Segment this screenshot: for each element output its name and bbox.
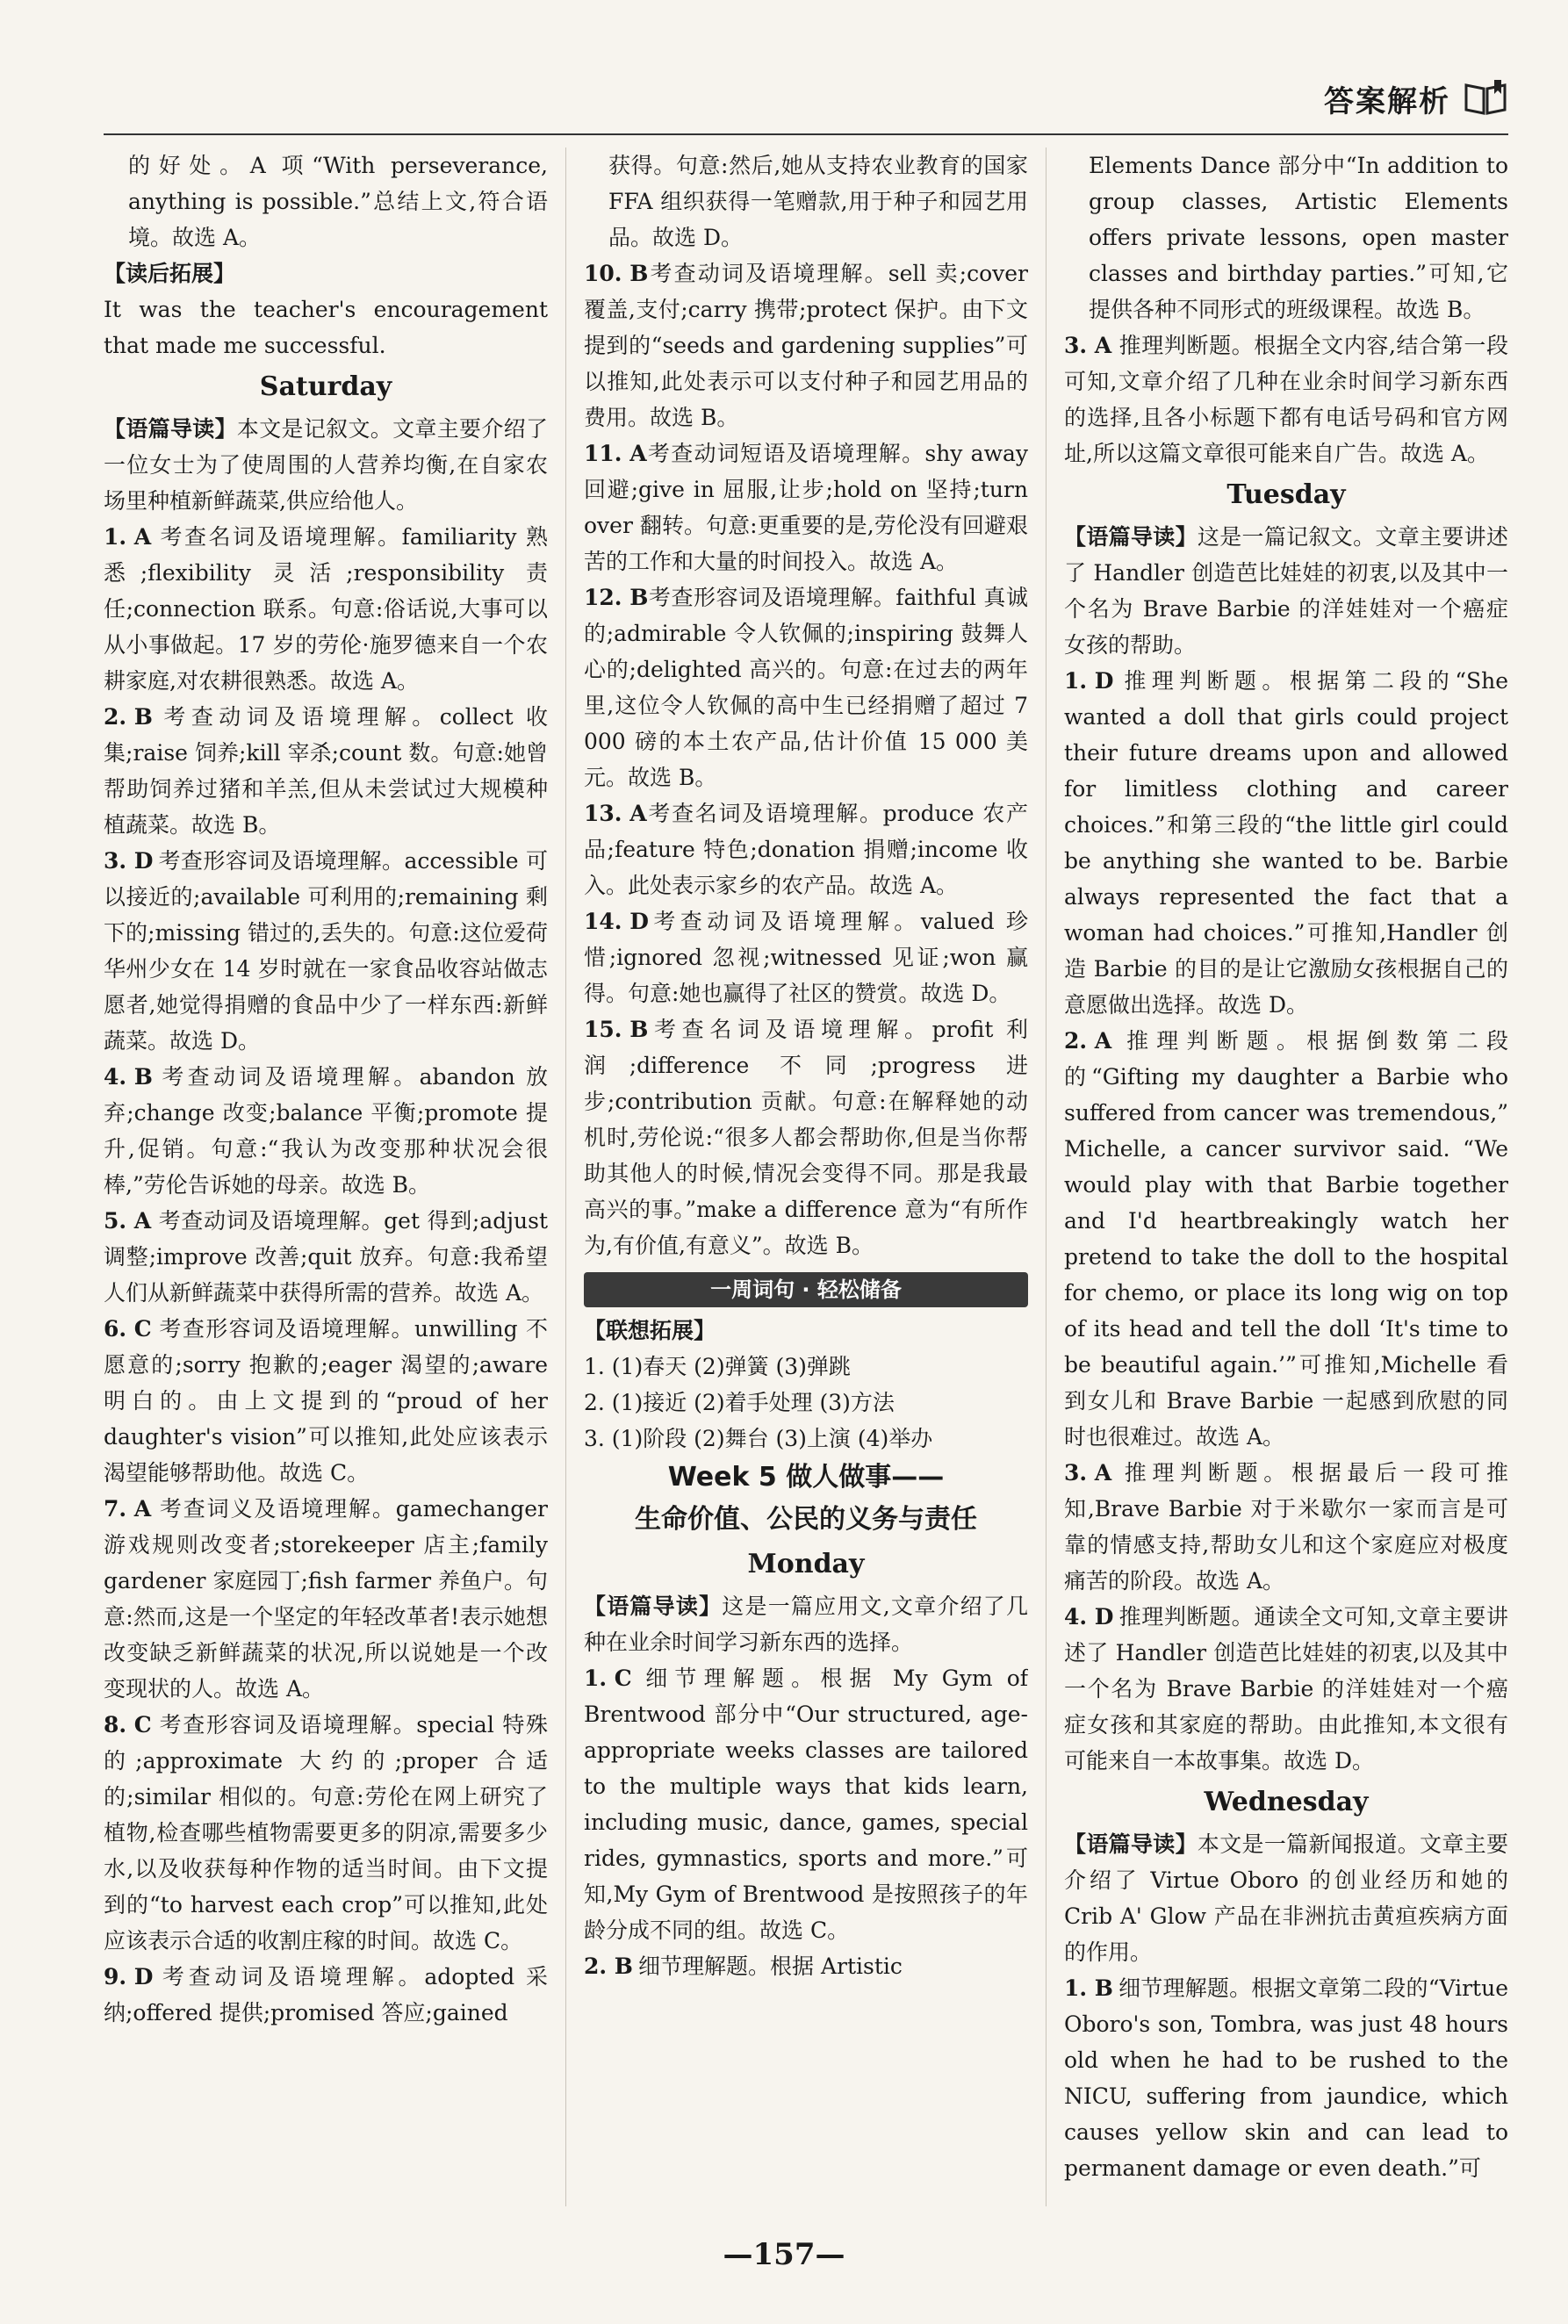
assoc-label: 【联想拓展】 [584, 1318, 716, 1343]
answer-text: 考查动词及语境理解。adopted 采纳;offered 提供;promised 答应;gained [104, 1964, 548, 2025]
answer-text: 推理判断题。根据倒数第二段的“Gifting my daughter a Barbie who suffered from cancer was tremendous,” Michelle, a cancer survivor said. “We would play with that Barbie together and I'd heartbreakingly watch her pretend to take the doll to the hospital for chemo, or place its long wig on top of its head and tell the doll ‘It's time to be beautiful again.’”可推知,Michelle 看到女儿和 Brave Barbie 一起感到欣慰的同时也很难过。故选 A。 [1064, 1028, 1508, 1450]
header-title: 答案解析 [1324, 84, 1450, 119]
guide-label: 【语篇导读】 [1064, 1831, 1198, 1857]
answer-number: 15. B [584, 1017, 649, 1042]
answer-text: 考查形容词及语境理解。accessible 可以接近的;available 可利用的;remaining 剩下的;missing 错过的,丢失的。句意:这位爱荷华州少女在 14 岁时就在一家食品收容站做志愿者,她觉得捐赠的食品中少了一样东西:新鲜蔬菜。故选 D。 [104, 848, 548, 1054]
answer-number: 5. A [104, 1208, 152, 1234]
week-subheading: 生命价值、公民的义务与责任 [635, 1504, 977, 1535]
answer-number: 3. A [1064, 333, 1112, 358]
answer-number: 12. B [584, 585, 649, 610]
answer-text: 考查动词及语境理解。collect 收集;raise 饲养;kill 宰杀;count 数。句意:她曾帮助饲养过猪和羊羔,但从未尝试过大规模种植蔬菜。故选 B。 [104, 704, 548, 838]
answer-text: 考查形容词及语境理解。special 特殊的;approximate 大约的;proper 合适的;similar 相似的。句意:劳伦在网上研究了植物,检查哪些植物需要更多的阴凉,需要多少水,以及收获每种作物的适当时间。由下文提到的“to harvest each crop”可以推知,此处应该表示合适的收割庄稼的时间。故选 C。 [104, 1712, 548, 1953]
answer-number: 3. A [1064, 1460, 1112, 1486]
answer-number: 4. B [104, 1064, 153, 1090]
answer-number: 4. D [1064, 1604, 1114, 1630]
assoc-line: 2. (1)接近 (2)着手处理 (3)方法 [584, 1390, 895, 1415]
answer-number: 3. D [104, 848, 154, 874]
answer-text: 细节理解题。根据文章第二段的“Virtue Oboro's son, Tombra, was just 48 hours old when he had to be rushed to the NICU, suffering from jaundice, which causes yellow skin and can lead to permanent damage or even death.”可 [1064, 1975, 1508, 2181]
page-number: —157— [723, 2237, 845, 2272]
answer-text: 考查名词及语境理解。profit 利润;difference 不同;progress 进步;contribution 贡献。句意:在解释她的动机时,劳伦说:“很多人都会帮助你,但是当你帮助其他人的时候,情况会变得不同。那是我最高兴的事。”make a difference 意为“有所作为,有价值,有意义”。故选 B。 [584, 1017, 1028, 1258]
answer-number: 8. C [104, 1712, 152, 1738]
assoc-line: 1. (1)春天 (2)弹簧 (3)弹跳 [584, 1354, 851, 1379]
assoc-line: 3. (1)阶段 (2)舞台 (3)上演 (4)举办 [584, 1426, 933, 1451]
day-heading-wednesday: Wednesday [1204, 1787, 1369, 1817]
answer-number: 9. D [104, 1964, 154, 1989]
answer-text: 考查名词及语境理解。familiarity 熟悉;flexibility 灵活;responsibility 责任;connection 联系。句意:俗话说,大事可以从小事做起。17 岁的劳伦·施罗德来自一个农耕家庭,对农耕很熟悉。故选 A。 [104, 524, 548, 694]
answer-number: 2. B [104, 704, 153, 730]
answer-text: 考查动词短语及语境理解。shy away 回避;give in 屈服,让步;hold on 坚持;turn over 翻转。句意:更重要的是,劳伦没有回避艰苦的工作和大量的时间投入。故选 A。 [584, 441, 1028, 574]
answer-text: 考查名词及语境理解。produce 农产品;feature 特色;donation 捐赠;income 收入。此处表示家乡的农产品。故选 A。 [584, 801, 1028, 898]
guide-text: 本文是一篇新闻报道。文章主要介绍了 Virtue Oboro 的创业经历和她的 Crib A' Glow 产品在非洲抗击黄疸疾病方面的作用。 [1064, 1831, 1508, 1965]
answer-number: 1. A [104, 524, 152, 550]
col1-intro: 的好处。A 项“With perseverance, anything is possible.”总结上文,符合语境。故选 A。 [128, 153, 548, 250]
header-rule [104, 133, 1508, 135]
answer-number: 10. B [584, 261, 649, 286]
answer-number: 13. A [584, 801, 647, 826]
section-banner: 一周词句 · 轻松储备 [584, 1272, 1028, 1307]
answer-number: 1. D [1064, 668, 1114, 694]
col2-intro: 获得。句意:然后,她从支持农业教育的国家 FFA 组织获得一笔赠款,用于种子和园艺用品。故选 D。 [608, 153, 1028, 250]
answer-number: 11. A [584, 441, 647, 466]
guide-label: 【语篇导读】 [584, 1594, 723, 1619]
answer-text: 考查动词及语境理解。get 得到;adjust 调整;improve 改善;quit 放弃。句意:我希望人们从新鲜蔬菜中获得所需的营养。故选 A。 [104, 1208, 548, 1306]
column-1 [104, 147, 548, 2206]
day-heading-tuesday: Tuesday [1226, 479, 1346, 510]
answer-text: 推理判断题。根据全文内容,结合第一段可知,文章介绍了几种在业余时间学习新东西的选择,且各小标题下都有电话号码和官方网址,所以这篇文章很可能来自广告。故选 A。 [1064, 333, 1508, 466]
answer-number: 6. C [104, 1316, 152, 1342]
page-header [1324, 77, 1508, 120]
answer-number: 7. A [104, 1496, 152, 1522]
answer-text: 考查词义及语境理解。gamechanger 游戏规则改变者;storekeeper 店主;family gardener 家庭园丁;fish farmer 养鱼户。句意:然而,这是一个坚定的年轻改革者!表示她想改变缺乏新鲜蔬菜的状况,所以说她是一个改变现状的人。故选 A。 [104, 1496, 548, 1702]
col3-intro: Elements Dance 部分中“In addition to group classes, Artistic Elements offers private lessons, open master classes and birthday parties.”可知,它提供各种不同形式的班级课程。故选 B。 [1089, 153, 1508, 322]
answer-number: 1. C [584, 1666, 632, 1691]
answer-columns [104, 147, 1508, 2206]
answer-text: 细节理解题。根据 My Gym of Brentwood 部分中“Our structured, age-appropriate weeks classes are tailored to the multiple ways that kids learn, including music, dance, games, special rides, gymnastics, sports and more.”可知,My Gym of Brentwood 是按照孩子的年龄分成不同的组。故选 C。 [584, 1666, 1028, 1943]
guide-label: 【语篇导读】 [1064, 524, 1198, 550]
column-3 [1046, 147, 1508, 2206]
answer-text: 推理判断题。通读全文可知,文章主要讲述了 Handler 创造芭比娃娃的初衷,以及其中一个名为 Brave Barbie 的洋娃娃对一个癌症女孩和其家庭的帮助。由此推知,本文很有可能来自一本故事集。故选 D。 [1064, 1604, 1508, 1774]
column-2 [565, 147, 1028, 2206]
answer-text: 考查动词及语境理解。valued 珍惜;ignored 忽视;witnessed 见证;won 赢得。句意:她也赢得了社区的赞赏。故选 D。 [584, 909, 1028, 1006]
answer-number: 2. B [584, 1953, 633, 1979]
answer-number: 14. D [584, 909, 649, 934]
guide-text: 本文是记叙文。文章主要介绍了一位女士为了使周围的人营养均衡,在自家农场里种植新鲜蔬菜,供应给他人。 [104, 416, 548, 514]
answer-number: 1. B [1064, 1975, 1113, 2001]
col1-ext-label: 【读后拓展】 [104, 261, 236, 286]
answer-text: 考查动词及语境理解。abandon 放弃;change 改变;balance 平衡;promote 提升,促销。句意:“我认为改变那种状况会很棒,”劳伦告诉她的母亲。故选 B。 [104, 1064, 548, 1198]
answer-text: 考查形容词及语境理解。unwilling 不愿意的;sorry 抱歉的;eager 渴望的;aware 明白的。由上文提到的“proud of her daughter's vision”可以推知,此处应该表示渴望能够帮助他。故选 C。 [104, 1316, 548, 1486]
answer-text: 考查形容词及语境理解。faithful 真诚的;admirable 令人钦佩的;inspiring 鼓舞人心的;delighted 高兴的。句意:在过去的两年里,这位令人钦佩的高中生已经捐赠了超过 7 000 磅的本土农产品,估计价值 15 000 美元。故选 B。 [584, 585, 1028, 790]
day-heading-monday: Monday [747, 1549, 865, 1579]
week-heading: Week 5 做人做事—— [667, 1462, 945, 1493]
answer-text: 推理判断题。根据最后一段可推知,Brave Barbie 对于米歇尔一家而言是可靠的情感支持,帮助女儿和这个家庭应对极度痛苦的阶段。故选 A。 [1064, 1460, 1508, 1594]
open-book-icon [1463, 78, 1508, 120]
guide-text: 这是一篇应用文,文章介绍了几种在业余时间学习新东西的选择。 [584, 1594, 1028, 1655]
col1-ext-text: It was the teacher's encouragement that made me successful. [104, 297, 548, 358]
answer-text: 考查动词及语境理解。sell 卖;cover 覆盖,支付;carry 携带;protect 保护。由下文提到的“seeds and gardening supplies”可以推知,此处表示可以支付种子和园艺用品的费用。故选 B。 [584, 261, 1028, 430]
answer-number: 2. A [1064, 1028, 1112, 1054]
answer-text: 细节理解题。根据 Artistic [638, 1953, 903, 1979]
day-heading-saturday: Saturday [259, 371, 392, 402]
guide-label: 【语篇导读】 [104, 416, 237, 442]
answer-text: 推理判断题。根据第二段的“She wanted a doll that girls could project their future dreams upon and allowed for limitless clothing and career choices.”和第三段的“the little girl could be anything she wanted to be. Barbie always represented the fact that a woman had choices.”可推知,Handler 创造 Barbie 的目的是让它激励女孩根据自己的意愿做出选择。故选 D。 [1064, 668, 1508, 1018]
guide-text: 这是一篇记叙文。文章主要讲述了 Handler 创造芭比娃娃的初衷,以及其中一个名为 Brave Barbie 的洋娃娃对一个癌症女孩的帮助。 [1064, 524, 1508, 658]
